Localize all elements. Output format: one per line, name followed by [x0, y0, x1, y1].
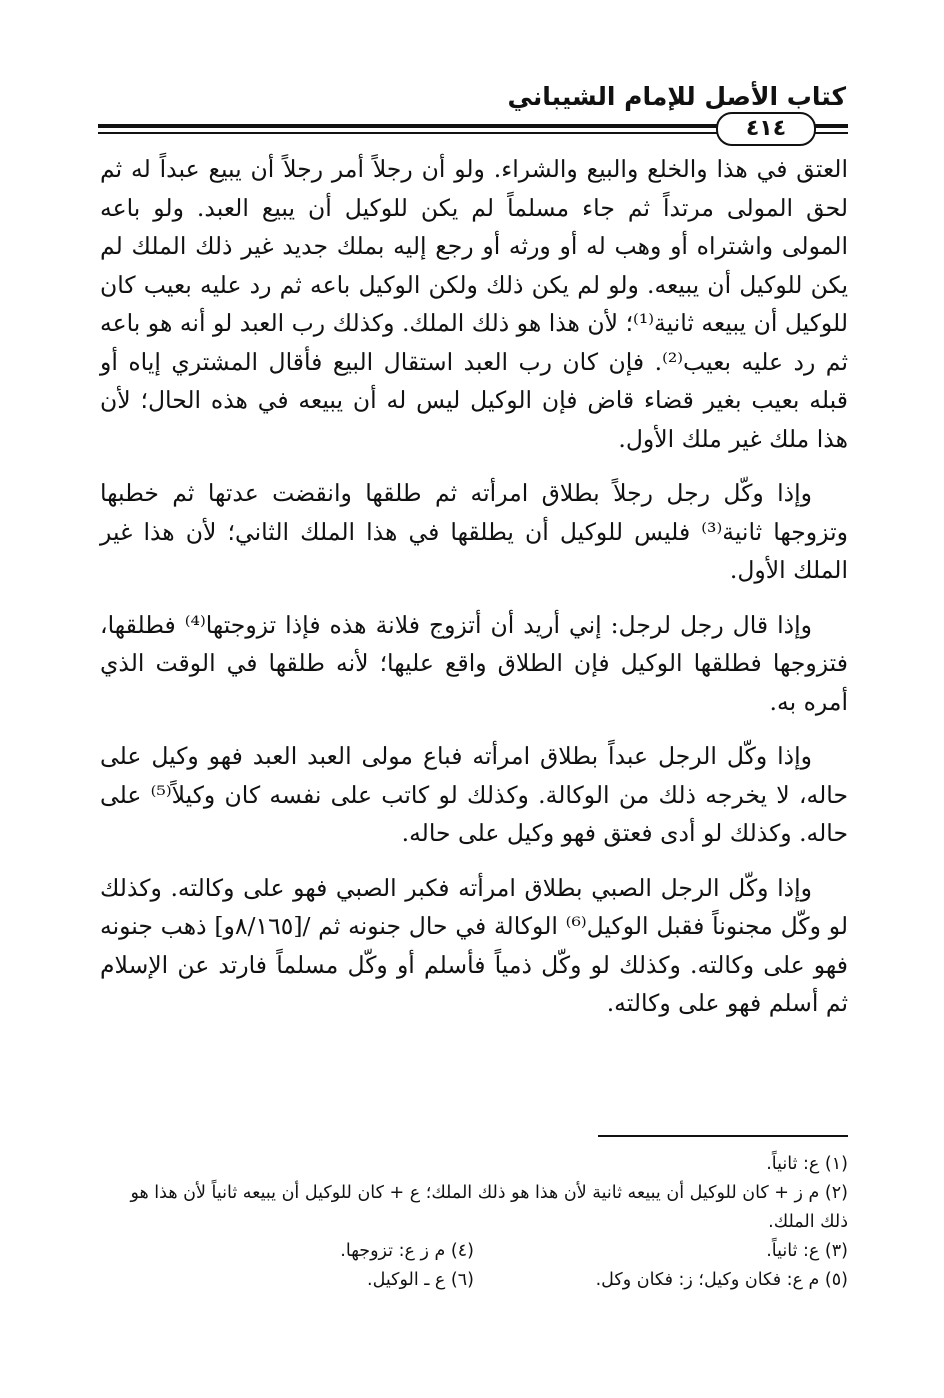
header-rule-thin [98, 132, 818, 134]
paragraph: وإذا وكّل رجل رجلاً بطلاق امرأته ثم طلقها وانقضت عدتها ثم خطبها وتزوجها ثانية⁽³⁾ فليس للوكيل أن يطلقها في هذا الملك الثاني؛ لأن هذا غير الملك الأول. [100, 479, 848, 584]
footnote-row [100, 1266, 848, 1295]
paragraph: وإذا قال رجل لرجل: إني أريد أن أتزوج فلانة هذه فإذا تزوجتها⁽⁴⁾ فطلقها، فتزوجها فطلقها الوكيل فإن الطلاق واقع عليها؛ لأنه طلقها في الوقت الذي أمره به. [100, 610, 848, 716]
footnotes [100, 1150, 848, 1295]
main-text [100, 150, 848, 1039]
paragraph: العتق في هذا والخلع والبيع والشراء. ولو أن رجلاً أمر رجلاً أن يبيع عبداً له ثم لحق المولى مرتداً ثم جاء مسلماً لم يكن للوكيل أن يبيع العبد. ولو باعه المولى واشتراه أو وهب له أو ورثه أو رجع إليه بملك جديد غير ذلك الملك لم يكن للوكيل أن يبيعه. ولو لم يكن ذلك ولكن الوكيل باعه ثم رد عليه بعيب كان للوكيل أن يبيعه ثانية⁽¹⁾؛ لأن هذا هو ذلك الملك. وكذلك رب العبد لو أنه هو باعه ثم رد عليه بعيب⁽²⁾. فإن كان رب العبد استقال البيع فأقال المشتري إياه أو قبله بعيب بغير قضاء قاض فإن الوكيل ليس له أن يبيعه في هذه الحال؛ لأن هذا ملك غير ملك الأول. [100, 155, 848, 453]
footnote-1: (١) ع: ثانياً. [766, 1154, 848, 1174]
footnote-6: (٦) ع ـ الوكيل. [367, 1270, 474, 1290]
footnote-3: (٣) ع: ثانياً. [766, 1241, 848, 1261]
footnote-row [100, 1237, 848, 1266]
footnote-4: (٤) م ز ع: تزوجها. [340, 1241, 474, 1261]
footnote-5: (٥) م ع: فكان وكيل؛ ز: فكان وكل. [595, 1270, 848, 1290]
page-number-badge: ٤١٤ [716, 112, 816, 146]
paragraph: وإذا وكّل الرجل عبداً بطلاق امرأته فباع مولى العبد العبد فهو وكيل على حاله، لا يخرجه ذلك من الوكالة. وكذلك لو كاتب على نفسه كان وكيلاً⁽⁵⁾ على حاله. وكذلك لو أدى فعتق فهو وكيل على حاله. [100, 742, 848, 847]
footnote-separator [598, 1135, 848, 1137]
running-header-title: كتاب الأصل للإمام الشيباني [507, 82, 846, 111]
header-rule-right-thin [818, 132, 848, 134]
paragraph: وإذا وكّل الرجل الصبي بطلاق امرأته فكبر الصبي فهو على وكالته. وكذلك لو وكّل مجنوناً فقبل الوكيل⁽⁶⁾ الوكالة في حال جنونه ثم /[٨/١٦٥و] ذهب جنونه فهو على وكالته. وكذلك لو وكّل ذمياً فأسلم أو وكّل مسلماً فارتد عن الإسلام ثم أسلم فهو على وكالته. [100, 873, 848, 1017]
footnote-2: (٢) م ز + كان للوكيل أن يبيعه ثانية لأن هذا هو ذلك الملك؛ ع + كان للوكيل أن يبيعه ثانياً لأن هذا هو ذلك الملك. [130, 1183, 848, 1232]
header-rule-thick [98, 124, 818, 128]
header-rule-right [818, 124, 848, 128]
